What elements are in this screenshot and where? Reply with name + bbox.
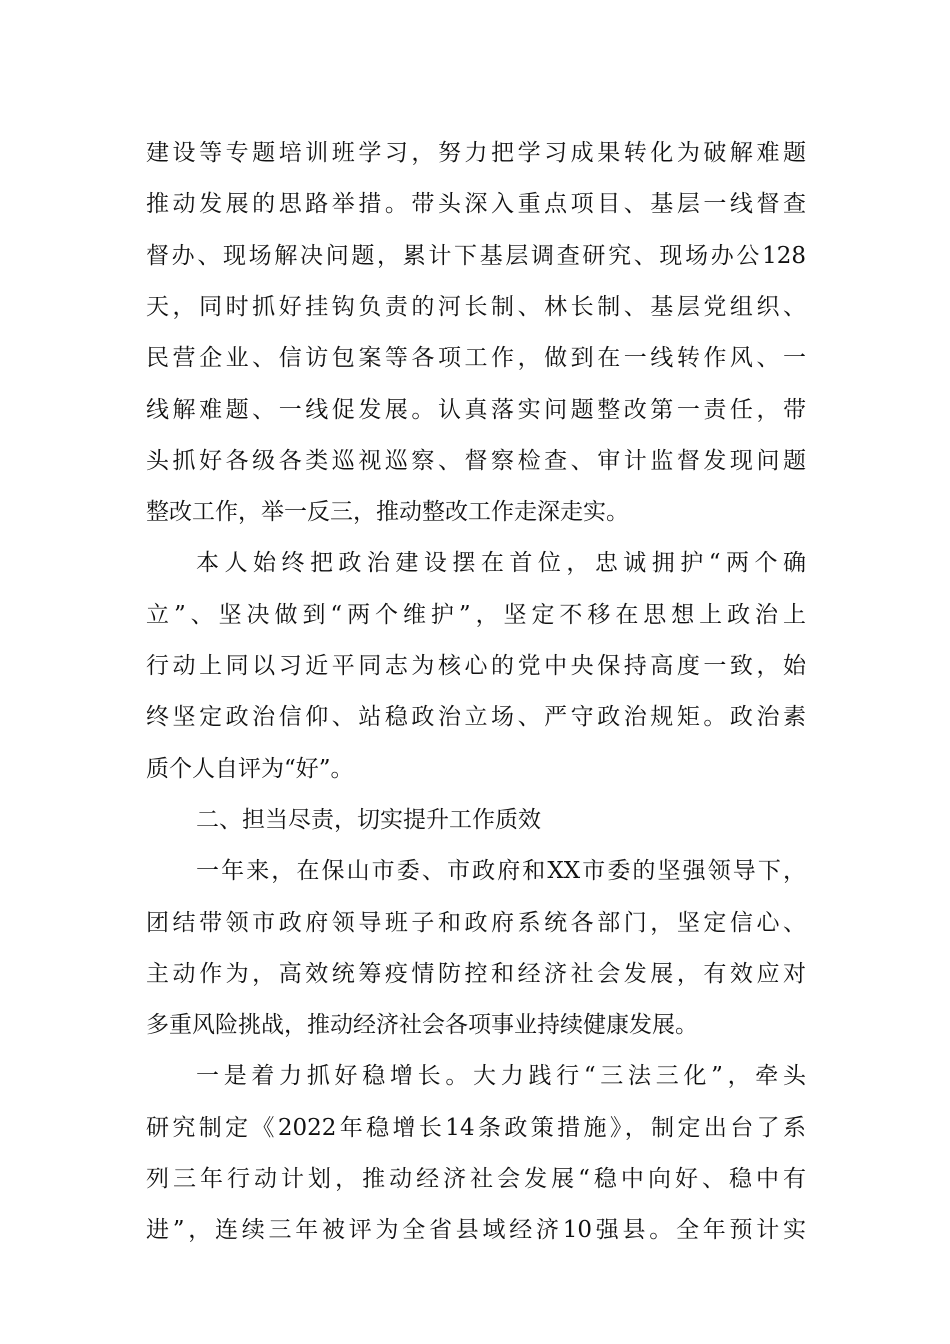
text-line: 行动上同以习近平同志为核心的党中央保持高度一致，始 (146, 653, 806, 679)
text-line: 头抓好各级各类巡视巡察、督察检查、审计监督发现问题 (146, 447, 806, 474)
text-line: 民营企业、信访包案等各项工作，做到在一线转作风、一 (146, 345, 806, 372)
text-line: 质个人自评为“好”。 (146, 755, 354, 782)
text-line: 一是着力抓好稳增长。大力践行“三法三化”，牵头 (196, 1063, 806, 1090)
text-line: 督办、现场解决问题，累计下基层调查研究、现场办公128 (146, 242, 806, 269)
text-line: 立”、坚决做到“两个维护”，坚定不移在思想上政治上 (146, 601, 806, 628)
text-line: 一年来，在保山市委、市政府和XX市委的坚强领导下， (196, 858, 806, 885)
text-line: 列三年行动计划，推动经济社会发展“稳中向好、稳中有 (146, 1166, 806, 1192)
text-line: 建设等专题培训班学习，努力把学习成果转化为破解难题 (146, 140, 806, 166)
text-line: 二、担当尽责，切实提升工作质效 (196, 806, 541, 833)
text-line: 终坚定政治信仰、站稳政治立场、严守政治规矩。政治素 (146, 704, 806, 731)
text-line: 团结带领市政府领导班子和政府系统各部门，坚定信心、 (146, 909, 806, 936)
text-line: 研究制定《2022年稳增长14条政策措施》，制定出台了系 (146, 1114, 806, 1141)
text-line: 推动发展的思路举措。带头深入重点项目、基层一线督查 (146, 191, 806, 218)
text-line: 本人始终把政治建设摆在首位，忠诚拥护“两个确 (196, 550, 806, 577)
text-line: 天，同时抓好挂钩负责的河长制、林长制、基层党组织、 (146, 293, 806, 320)
text-line: 线解难题、一线促发展。认真落实问题整改第一责任，带 (146, 396, 806, 423)
text-line: 进”，连续三年被评为全省县域经济10强县。全年预计实 (146, 1217, 806, 1244)
text-line: 多重风险挑战，推动经济社会各项事业持续健康发展。 (146, 1012, 698, 1039)
text-line: 整改工作，举一反三，推动整改工作走深走实。 (146, 499, 629, 526)
text-line: 主动作为，高效统筹疫情防控和经济社会发展，有效应对 (146, 960, 806, 987)
